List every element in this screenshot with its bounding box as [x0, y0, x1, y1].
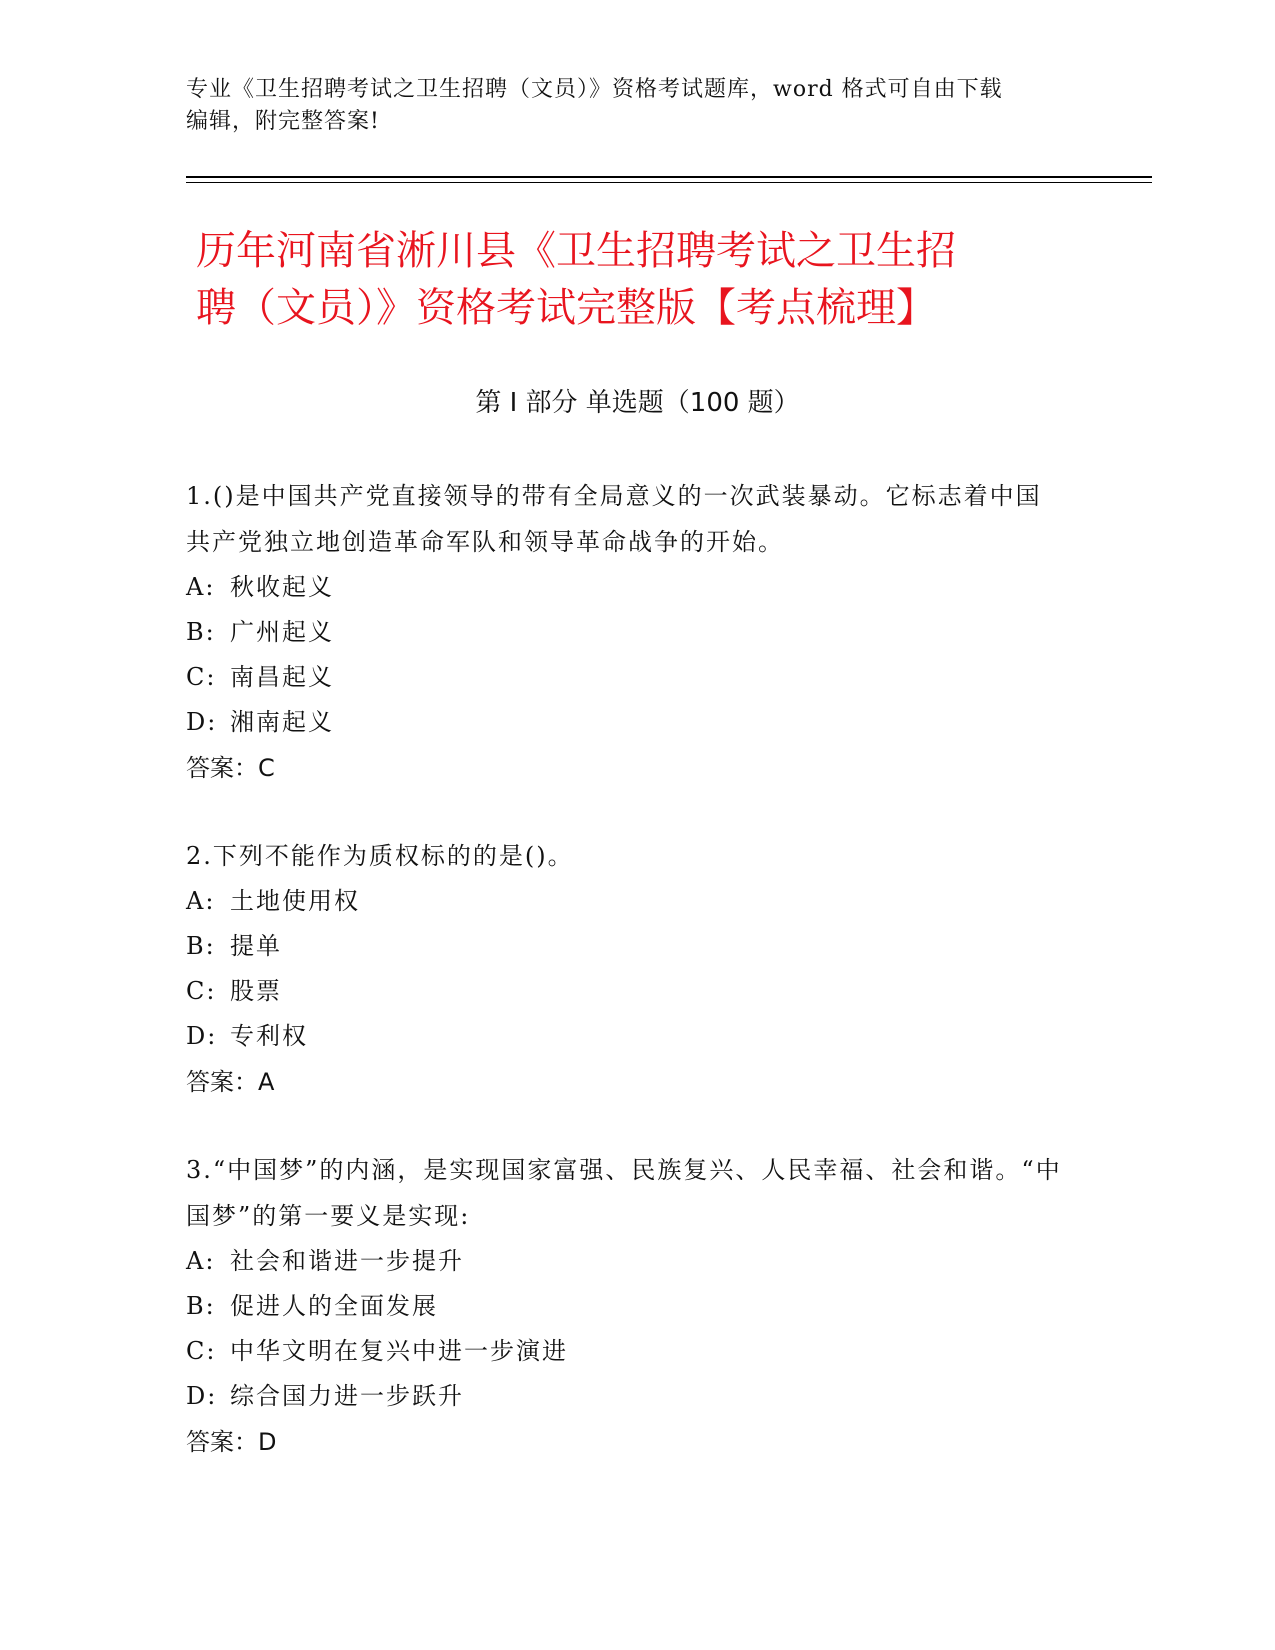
answer-line: 答案：D [186, 1428, 277, 1456]
option-letter: B: [186, 618, 216, 646]
option-b [186, 1284, 1066, 1329]
option-a [186, 879, 1066, 924]
option-a [186, 565, 1066, 610]
answer-line: 答案：A [186, 1068, 275, 1096]
option-text: 社会和谐进一步提升 [230, 1247, 464, 1275]
option-c [186, 969, 1066, 1014]
option-letter: C: [186, 663, 217, 691]
document-title-line-2: 聘（文员）》资格考试完整版【考点梳理】 [196, 285, 936, 331]
question-stem: 2.下列不能作为质权标的的是()。 [186, 842, 574, 870]
header-divider-thick [186, 176, 1152, 178]
question-stem: 3.“中国梦”的内涵，是实现国家富强、民族复兴、人民幸福、社会和谐。“中国梦”的第一要义是实现: [186, 1156, 1062, 1230]
option-d [186, 1374, 1066, 1419]
document-title-line-1: 历年河南省淅川县《卫生招聘考试之卫生招 [196, 228, 956, 274]
question-1 [186, 473, 1066, 791]
option-letter: D: [186, 708, 218, 736]
option-text: 专利权 [230, 1022, 308, 1050]
option-c [186, 655, 1066, 700]
option-b [186, 610, 1066, 655]
section-heading: 第 I 部分 单选题（100 题） [475, 388, 800, 418]
option-letter: D: [186, 1022, 218, 1050]
option-b [186, 924, 1066, 969]
option-d [186, 1014, 1066, 1059]
option-letter: A: [186, 1247, 216, 1275]
header-divider-thin [186, 182, 1152, 183]
option-text: 南昌起义 [230, 663, 334, 691]
option-text: 综合国力进一步跃升 [230, 1382, 464, 1410]
option-a [186, 1239, 1066, 1284]
answer-line: 答案：C [186, 754, 275, 782]
header-note-line-2: 编辑，附完整答案! [186, 109, 380, 134]
option-letter: D: [186, 1382, 218, 1410]
question-stem: 1.()是中国共产党直接领导的带有全局意义的一次武装暴动。它标志着中国共产党独立地创造革命军队和领导革命战争的开始。 [186, 482, 1042, 556]
document-title [196, 223, 1076, 337]
option-text: 湘南起义 [230, 708, 334, 736]
question-3 [186, 1147, 1066, 1465]
option-text: 秋收起义 [230, 573, 334, 601]
option-text: 土地使用权 [230, 887, 360, 915]
option-letter: B: [186, 1292, 216, 1320]
question-list [186, 473, 1066, 1507]
option-text: 广州起义 [230, 618, 334, 646]
header-note-line-1: 专业《卫生招聘考试之卫生招聘（文员）》资格考试题库，word 格式可自由下载 [186, 77, 1003, 102]
option-text: 促进人的全面发展 [230, 1292, 438, 1320]
option-letter: C: [186, 977, 217, 1005]
header-note [186, 74, 1066, 138]
option-letter: B: [186, 932, 216, 960]
option-text: 提单 [230, 932, 282, 960]
option-letter: C: [186, 1337, 217, 1365]
option-d [186, 700, 1066, 745]
question-2 [186, 833, 1066, 1105]
option-letter: A: [186, 573, 216, 601]
option-c [186, 1329, 1066, 1374]
option-letter: A: [186, 887, 216, 915]
option-text: 股票 [230, 977, 282, 1005]
option-text: 中华文明在复兴中进一步演进 [230, 1337, 568, 1365]
